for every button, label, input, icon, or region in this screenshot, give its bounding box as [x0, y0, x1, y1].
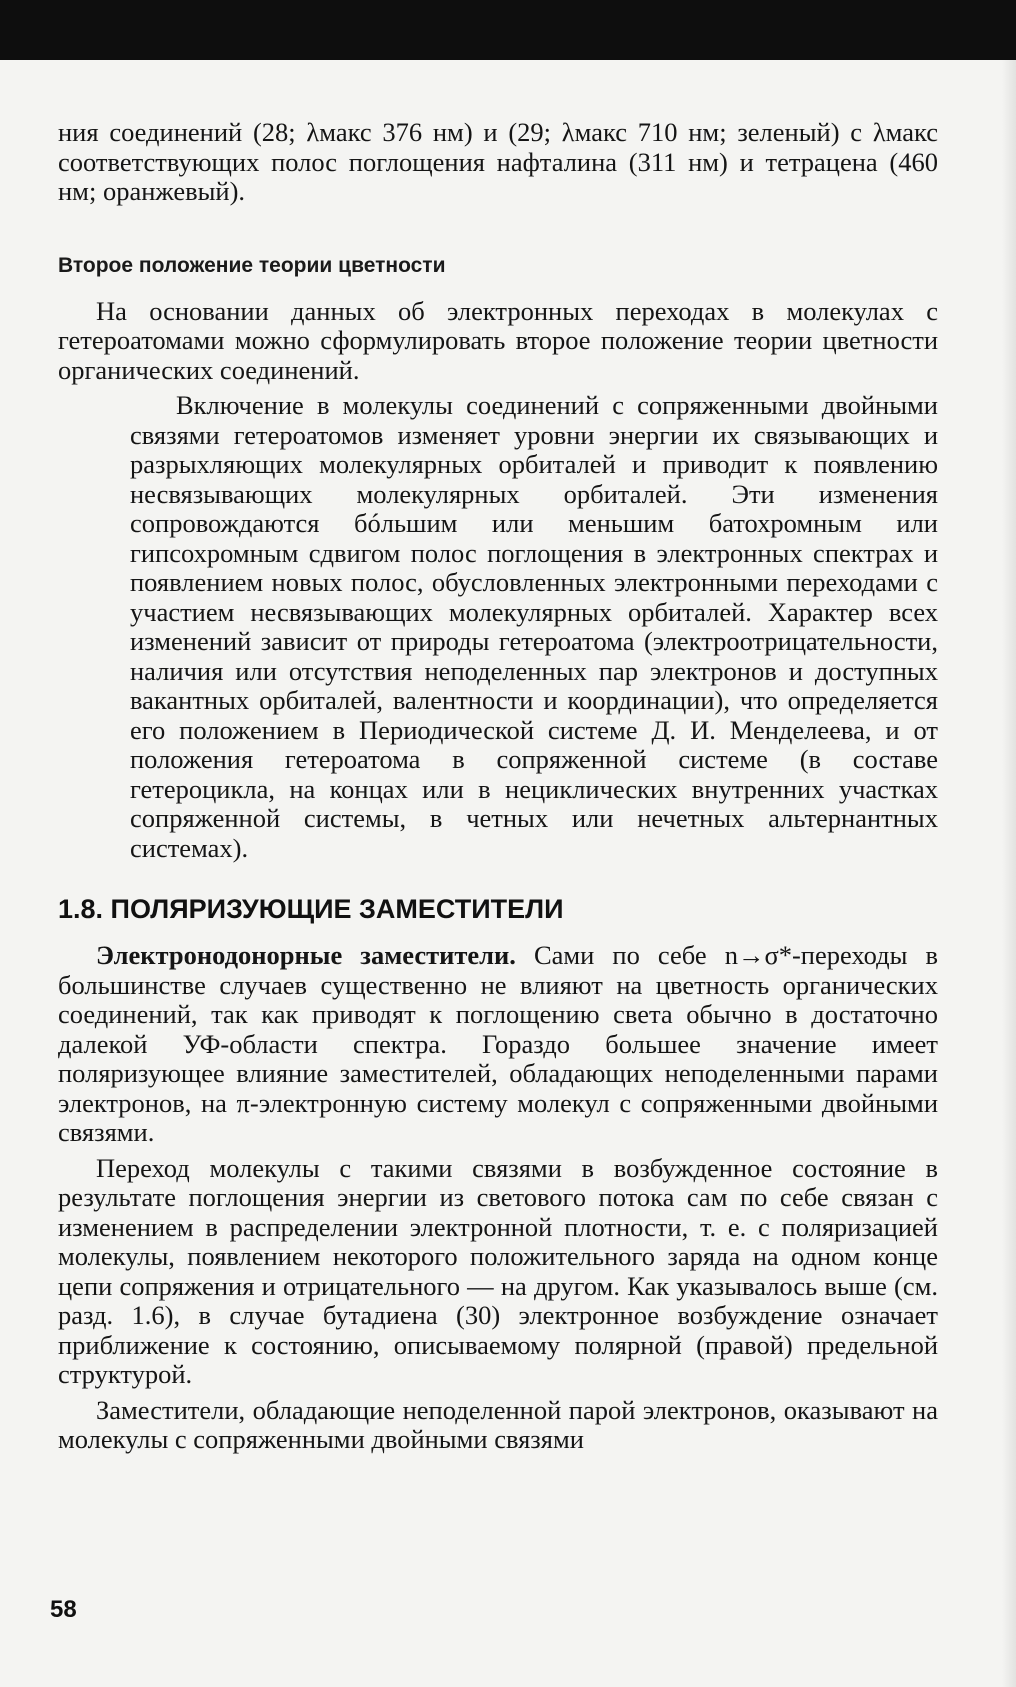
subheading-second-position: Второе положение теории цветности — [58, 253, 446, 277]
paragraph-lead: На основании данных об электронных переходах в молекулах с гетероатомами можно сформулировать второе положение теории цветности органических соединений. — [58, 295, 938, 385]
scan-page-edge — [1002, 60, 1016, 1687]
run-in-heading: Электронодонорные заместители. — [96, 940, 516, 970]
paragraph-intro: ния соединений (28; λмакс 376 нм) и (29; λмакс 710 нм; зеленый) с λмакс соответствующих полос поглощения нафталина (311 нм) и тетрацена (460 нм; оранжевый). — [58, 117, 938, 206]
paragraph-substituents: Заместители, обладающие неподеленной парой электронов, оказывают на молекулы с сопряженными двойными связями — [58, 1394, 938, 1454]
scan-dark-margin — [0, 0, 1016, 60]
paragraph-donor-substituents — [58, 941, 938, 1148]
paragraph-excitation: Переход молекулы с такими связями в возбужденное состояние в результате поглощения энергии из светового потока сам по себе связан с изменением в распределении электронной плотности, т. е. с поляризацией молекулы, появлением некоторого положительного заряда на одном конце цепи сопряжения и отрицательного — на другом. Как указывалось выше (см. разд. 1.6), в случае бутадиена (30) электронное возбуждение означает приближение к состоянию, описываемому полярной (правой) предельной структурой. — [58, 1152, 938, 1389]
paragraph-indented-statement: Включение в молекулы соединений с сопряженными двойными связями гетероатомов изменяет уровни энергии их связывающих и разрыхляющих молекулярных орбиталей и приводит к появлению несвязывающих молекулярных орбиталей. Эти изменения сопровождаются бóльшим или меньшим батохромным или гипсохромным сдвигом полос поглощения в электронных спектрах и появлением новых полос, обусловленных электронными переходами с участием несвязывающих молекулярных орбиталей. Характер всех изменений зависит от природы гетероатома (электроотрицательности, наличия или отсутствия неподеленных пар электронов и доступных вакантных орбиталей, валентности и координации), что определяется его положением в Периодической системе Д. И. Менделеева, и от положения гетероатома в сопряженной системе (в составе гетероцикла, на концах или в нециклических внутренних участках сопряженной системы, в четных или нечетных альтернантных системах). — [130, 390, 938, 863]
paragraph-donor-text: Сами по себе n→σ*-переходы в большинстве случаев существенно не влияют на цветность органических соединений, так как приводят к поглощению света обычно в достаточно далекой УФ-области спектра. Гораздо большее значение имеет поляризующее влияние заместителей, обладающих неподеленными парами электронов, на π-электронную систему молекул с сопряженными двойными связями. — [58, 940, 938, 1147]
page-number: 58 — [50, 1596, 77, 1623]
section-heading: 1.8. ПОЛЯРИЗУЮЩИЕ ЗАМЕСТИТЕЛИ — [58, 894, 564, 924]
book-page — [58, 118, 938, 1455]
